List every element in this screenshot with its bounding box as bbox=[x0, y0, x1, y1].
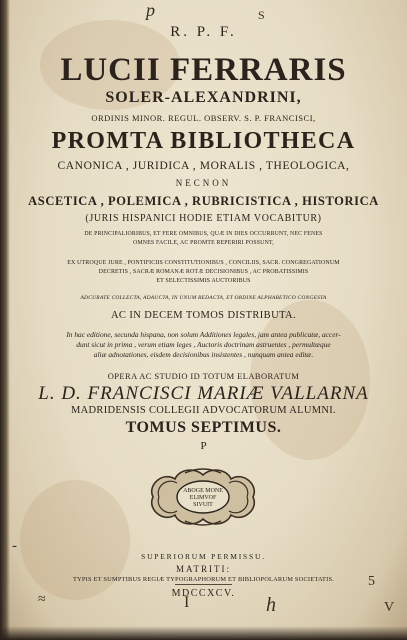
necnon: NECNON bbox=[175, 178, 232, 188]
printer-line: TYPIS ET SUMPTIBUS REGIÆ TYPOGRAPHORUM ET BIBLIOPOLARUM SOCIETATIS. bbox=[72, 576, 335, 583]
vignette-text-1: ABOGE MONE bbox=[183, 488, 223, 494]
edition-note-3: aliæ adnotationes, eisdem decisionibus insistentes , nunquam antea editæ. bbox=[93, 350, 314, 359]
religious-order: ORDINIS MINOR. REGUL. OBSERV. S. P. FRANCISCI, bbox=[91, 113, 316, 123]
handwritten-mark: - bbox=[12, 538, 17, 554]
initials: R. P. F. bbox=[170, 24, 237, 40]
sources-line-1: EX UTROQUE JURE , PONTIFICIIS CONSTITUTIONIBUS , CONCILIIS, SACR. CONGREGATIONUM bbox=[67, 260, 340, 266]
handwritten-mark: p bbox=[146, 0, 155, 20]
handwritten-mark: 5 bbox=[368, 574, 375, 589]
editor-college: MADRIDENSIS COLLEGII ADVOCATORUM ALUMNI. bbox=[71, 405, 336, 416]
work-title: PROMTA BIBLIOTHECA bbox=[51, 128, 356, 154]
page-bottom-shadow bbox=[0, 626, 407, 640]
handwritten-mark: h bbox=[266, 594, 276, 616]
author-name: LUCII FERRARIS bbox=[60, 52, 347, 88]
author-origin: SOLER-ALEXANDRINI, bbox=[105, 89, 302, 106]
permission-line: SUPERIORUM PERMISSU. bbox=[141, 552, 266, 561]
description-line-1: DE PRINCIPALIORIBUS, ET FERE OMNIBUS, QUÆ IN DIES OCCURRUNT, NEC FENES bbox=[84, 231, 323, 237]
juris-note: (JURIS HISPANICI HODIE ETIAM VOCABITUR) bbox=[85, 213, 322, 224]
printer-vignette bbox=[145, 465, 262, 527]
editor-name: L. D. FRANCISCI MARIÆ VALLARNA bbox=[38, 383, 369, 404]
subjects-line-1: CANONICA , JURIDICA , MORALIS , THEOLOGICA, bbox=[57, 160, 350, 172]
description-line-2: OMNES FACILE, AC PROMTE REPERIRI POSSUNT, bbox=[133, 240, 274, 246]
collection-note: ADCURATE COLLECTA, ADAUCTA, IN UNUM REDACTA, ET ORDINE ALPHABETICO CONGESTA bbox=[80, 295, 327, 301]
sources-line-3: ET SELECTISSIMIS AUCTORIBUS bbox=[156, 278, 251, 284]
volume-number: TOMUS SEPTIMUS. bbox=[125, 419, 282, 436]
handwritten-mark: I bbox=[184, 594, 190, 611]
handwritten-mark: ≈ bbox=[38, 592, 46, 607]
handwritten-mark: V bbox=[384, 600, 395, 615]
rule-line bbox=[175, 584, 232, 585]
sources-line-2: DECRETIS , SACRÆ ROMANÆ ROTÆ DECISIONIBUS , AC PROBATISSIMIS bbox=[98, 269, 309, 275]
edition-note-1: In hac editione, secunda hispana, non solum Additiones legales, jam antea publicatæ, accer- bbox=[66, 330, 341, 339]
volume-division: AC IN DECEM TOMOS DISTRIBUTA. bbox=[110, 310, 297, 321]
opera-line: OPERA AC STUDIO ID TOTUM ELABORATUM bbox=[107, 371, 300, 381]
vignette-text-3: SIVUIT bbox=[193, 502, 213, 508]
city-line: MATRITI: bbox=[176, 564, 231, 574]
year-line: MDCCXCV. bbox=[171, 588, 236, 599]
vignette-text-2: ELIMVOF bbox=[189, 495, 217, 501]
handwritten-mark: S bbox=[258, 8, 265, 22]
edition-note-2: dunt sicut in prima , verum etiam leges , Auctoris doctrinam astruentes , permultæque bbox=[76, 340, 331, 349]
signature-mark: P bbox=[200, 440, 207, 452]
subjects-line-2: ASCETICA , POLEMICA , RUBRICISTICA , HISTORICA bbox=[28, 194, 379, 208]
